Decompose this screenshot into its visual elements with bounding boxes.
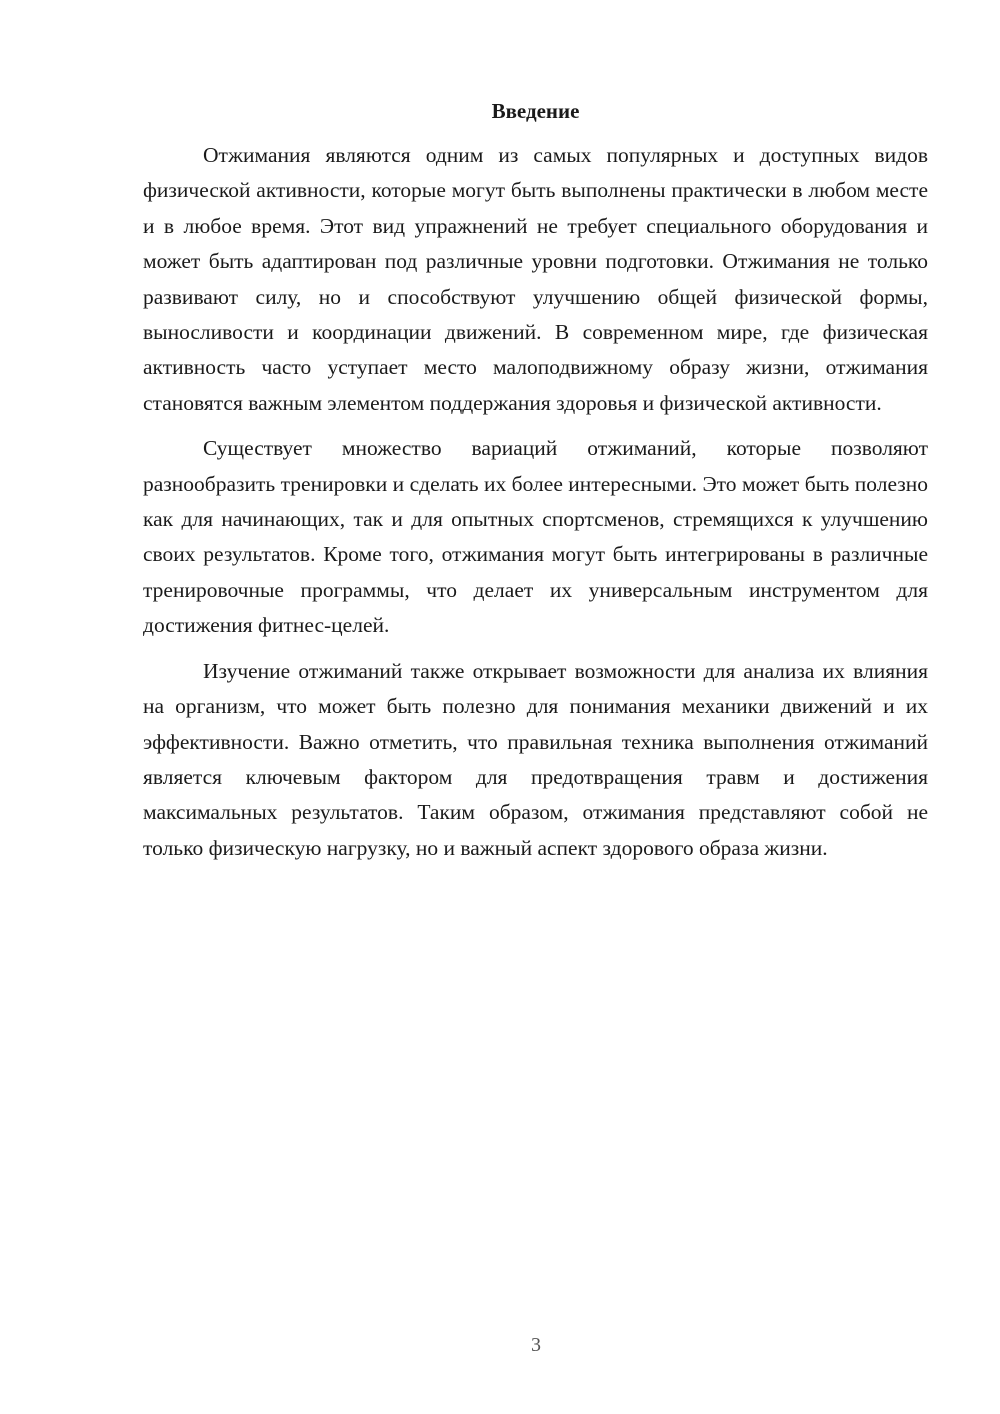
page-content xyxy=(143,96,928,876)
section-heading: Введение xyxy=(491,99,580,123)
paragraph-3: Изучение отжиманий также открывает возможности для анализа их влияния на организм, что может быть полезно для понимания механики движений и их эффективности. Важно отметить, что правильная техника выполнения отжиманий является ключевым фактором для предотвращения травм и достижения максимальных результатов. Таким образом, отжимания представляют собой не только физическую нагрузку, но и важный аспект здорового образа жизни. xyxy=(143,658,928,860)
page-number: 3 xyxy=(531,1334,541,1356)
paragraph-1: Отжимания являются одним из самых популярных и доступных видов физической активности, которые могут быть выполнены практически в любом месте и в любое время. Этот вид упражнений не требует специального оборудования и может быть адаптирован под различные уровни подготовки. Отжимания не только развивают силу, но и способствуют улучшению общей физической формы, выносливости и координации движений. В современном мире, где физическая активность часто уступает место малоподвижному образу жизни, отжимания становятся важным элементом поддержания здоровья и физической активности. xyxy=(143,143,928,415)
paragraph-2: Существует множество вариаций отжиманий, которые позволяют разнообразить тренировки и сделать их более интересными. Это может быть полезно как для начинающих, так и для опытных спортсменов, стремящихся к улучшению своих результатов. Кроме того, отжимания могут быть интегрированы в различные тренировочные программы, что делает их универсальным инструментом для достижения фитнес-целей. xyxy=(143,436,928,638)
